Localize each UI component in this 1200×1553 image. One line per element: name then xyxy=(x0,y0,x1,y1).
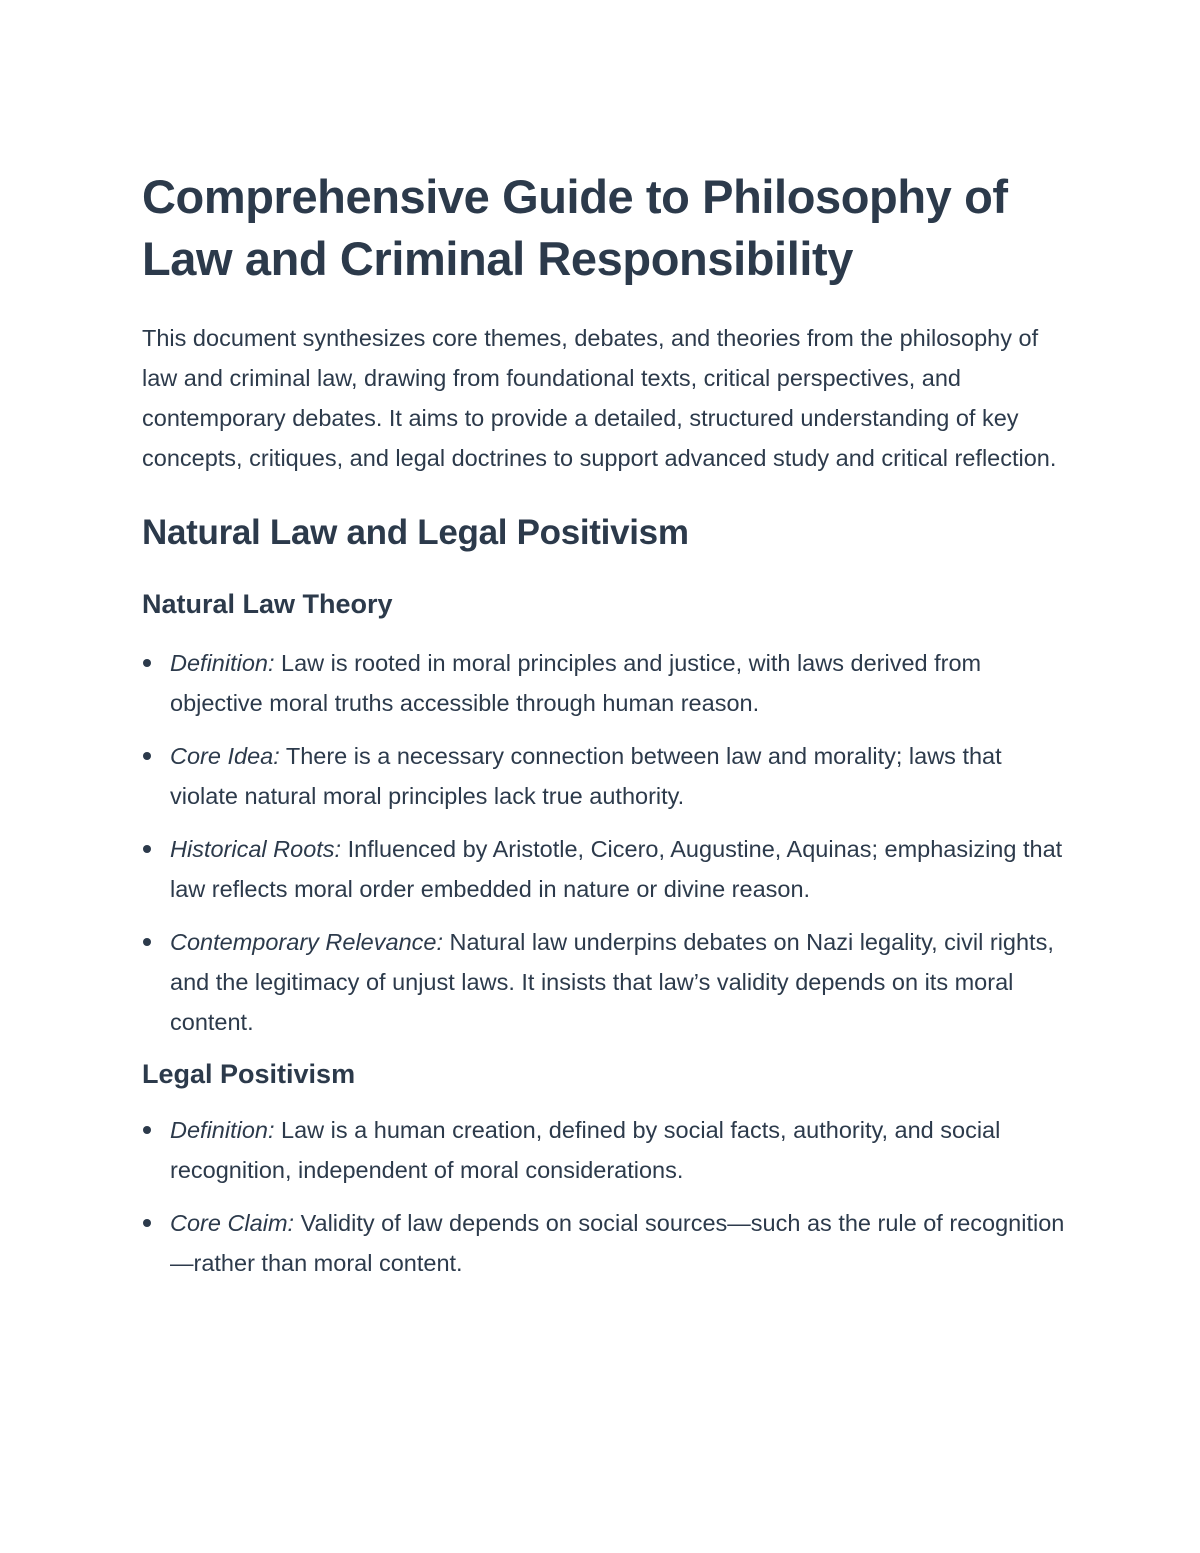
item-text: Law is a human creation, defined by social facts, authority, and social recognition, independent of moral considerations. xyxy=(170,1117,1001,1183)
item-term: Contemporary Relevance: xyxy=(170,929,443,955)
item-text: Law is rooted in moral principles and justice, with laws derived from objective moral truths accessible through human reason. xyxy=(170,650,982,716)
item-term: Definition: xyxy=(170,1117,275,1143)
intro-paragraph: This document synthesizes core themes, debates, and theories from the philosophy of law and criminal law, drawing from foundational texts, critical perspectives, and contemporary debates. It aims to provide a detailed, structured understanding of key concepts, critiques, and legal doctrines to support advanced study and critical reflection. xyxy=(142,325,1057,471)
bullet-icon xyxy=(143,1219,151,1227)
bullet-icon xyxy=(143,845,151,853)
list-item xyxy=(142,1203,1072,1283)
list-item xyxy=(142,922,1072,1042)
item-text: Natural law underpins debates on Nazi legality, civil rights, and the legitimacy of unjust laws. It insists that law’s validity depends on its moral content. xyxy=(170,929,1054,1035)
document-page xyxy=(142,166,1072,1296)
bullet-icon xyxy=(143,659,151,667)
item-text: Validity of law depends on social sources—such as the rule of recognition—rather than moral content. xyxy=(170,1210,1065,1276)
bullet-icon xyxy=(143,752,151,760)
bullet-icon xyxy=(143,938,151,946)
subsection-heading-positivism: Legal Positivism xyxy=(142,1059,356,1089)
list-item xyxy=(142,1110,1072,1190)
list-item xyxy=(142,829,1072,909)
item-term: Historical Roots: xyxy=(170,836,342,862)
item-term: Core Claim: xyxy=(170,1210,295,1236)
bullet-icon xyxy=(143,1126,151,1134)
document-title: Comprehensive Guide to Philosophy of Law and Criminal Responsibility xyxy=(142,170,1008,285)
item-text: Influenced by Aristotle, Cicero, Augustine, Aquinas; emphasizing that law reflects moral order embedded in nature or divine reason. xyxy=(170,836,1063,902)
section-heading: Natural Law and Legal Positivism xyxy=(142,513,689,552)
list-item xyxy=(142,643,1072,723)
item-text: There is a necessary connection between law and morality; laws that violate natural moral principles lack true authority. xyxy=(170,743,1002,809)
subsection-heading-natural-law: Natural Law Theory xyxy=(142,589,393,619)
positivism-list xyxy=(142,1110,1072,1283)
item-term: Core Idea: xyxy=(170,743,280,769)
natural-law-list xyxy=(142,643,1072,1042)
list-item xyxy=(142,736,1072,816)
item-term: Definition: xyxy=(170,650,275,676)
